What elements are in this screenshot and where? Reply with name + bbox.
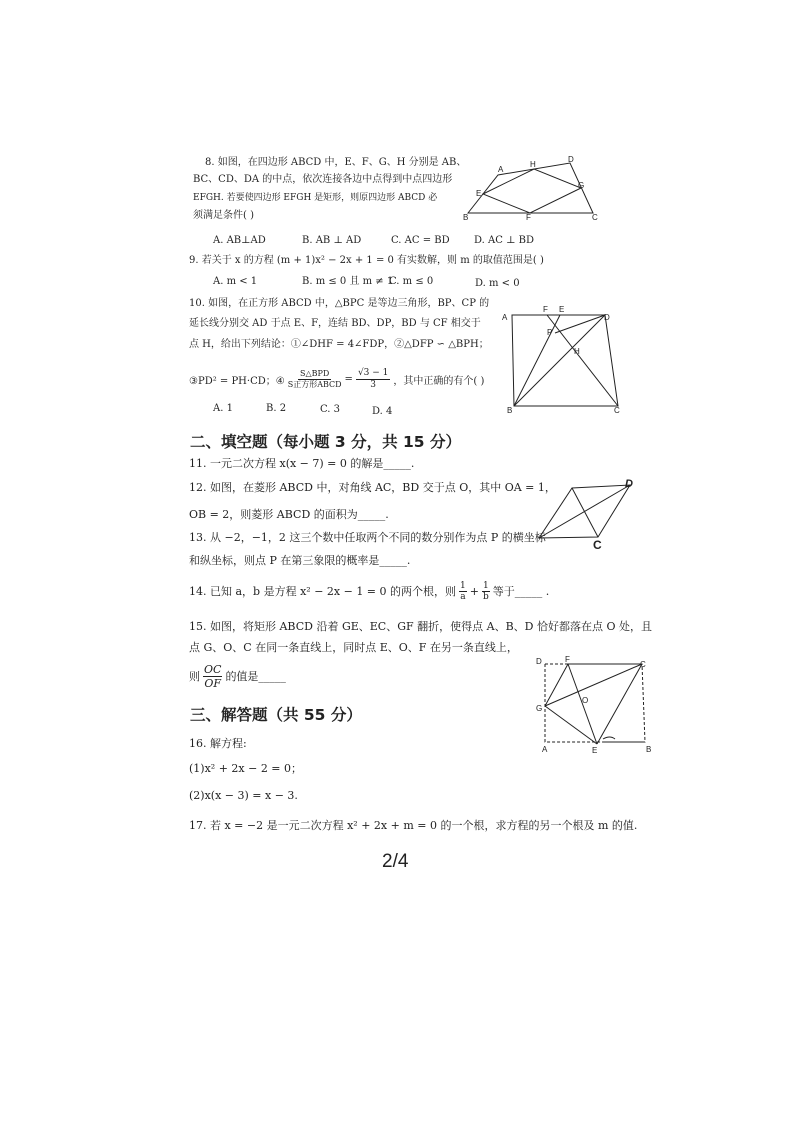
q15-fold-ec [597,664,642,744]
q8-label-h: H [530,160,536,169]
q15-label-g: G [536,704,543,713]
q10-label-b: B [507,406,513,415]
q12-line1: 12. 如图，在菱形 ABCD 中，对角线 AC，BD 交于点 O，其中 OA = 1， [189,481,556,494]
q14-text-end: 等于_____ . [492,585,550,598]
q8-option-d: D. AC ⊥ BD [474,235,535,246]
q14-fraction-2-den: b [482,591,489,602]
q12-label-d: D [625,478,633,490]
q10-segment-bd [514,315,605,406]
q13-line1: 13. 从 −2，−1，2 这三个数中任取两个不同的数分别作为点 P 的横坐标 [189,531,546,544]
q9-line1: 9. 若关于 x 的方程 (m + 1)x² − 2x + 1 = 0 有实数解，则 m 的取值范围是( ) [189,255,544,266]
q10-line3: 点 H，给出下列结论：①∠DHF = 4∠FDP，②△DFP ∽ △BPH； [189,339,489,350]
q15-arc-mark [603,737,615,739]
q8-label-g: G [578,181,585,190]
q9-option-b: B. m ≤ 0 且 m ≠ 1 [302,276,394,287]
q12-rhombus-figure [535,475,645,550]
q14-plus: + [469,584,479,598]
q10-area-fraction [288,369,342,390]
q15-line1: 15. 如图，将矩形 ABCD 沿着 GE、EC、GF 翻折，使得点 A、B、D 恰好都落在点 O 处，且 [189,620,652,633]
q10-area-denominator: S正方形ABCD [287,379,342,389]
q16-title: 16. 解方程: [189,737,247,750]
q15-label-a: A [542,745,548,754]
q10-label-c: C [614,406,620,415]
q17-text: 17. 若 x = −2 是一元二次方程 x² + 2x + m = 0 的一个根，求方程的另一个根及 m 的值. [189,819,638,832]
q8-line4: 须满足条件( ) [193,210,254,221]
q14-fraction-2-num: 1 [482,580,489,591]
q15-line2: 点 G、O、C 在同一条直线上，同时点 E、O、F 在另一条直线上， [189,641,518,654]
q8-option-a: A. AB⊥AD [213,235,266,246]
q15-rectangle-figure [535,655,660,755]
q15-label-b: B [646,745,652,754]
q8-line1: 8. 如图，在四边形 ABCD 中，E、F、G、H 分别是 AB、 [205,157,467,168]
q14-fraction-1-num: 1 [460,580,466,591]
q10-equals: = [344,373,353,385]
q10-label-d: D [604,313,610,322]
q8-line3: EFGH. 若要使四边形 EFGH 是矩形，则原四边形 ABCD 必 [193,193,438,203]
q15-fold-ge [545,706,597,744]
q10-label-p: P [547,328,553,337]
q11-text: 11. 一元二次方程 x(x − 7) = 0 的解是_____. [189,457,415,470]
q15-fraction [203,663,222,690]
q10-line2: 延长线分别交 AD 于点 E、F，连结 BD、DP，BD 与 CF 相交于 [189,318,481,329]
q10-label-h: H [574,347,580,356]
q8-label-f: F [526,213,531,222]
q14-line [189,576,549,606]
q8-label-e: E [476,189,482,198]
q12-diagonal-ac [572,488,598,537]
q15-label-f: F [565,655,570,664]
q15-fold-gf [545,664,568,706]
q8-label-a: A [498,165,504,174]
q8-line2: BC、CD、DA 的中点，依次连接各边中点得到中点四边形 [193,174,453,185]
q10-square-figure [500,303,630,418]
q15-line-goc [545,664,642,706]
q9-option-d: D. m < 0 [475,278,520,289]
q15-label-o: O [582,696,589,705]
q15-rectangle-abcd [545,664,645,742]
q10-value-fraction [356,368,390,391]
q10-line4-start: ③PD² = PH·CD；④ [189,375,285,387]
q8-option-c: C. AC = BD [391,235,450,246]
q8-option-b: B. AB ⊥ AD [302,235,362,246]
q9-option-a: A. m < 1 [213,276,258,287]
q14-fraction-2 [482,581,490,602]
q15-label-c: C [640,660,646,669]
page-number: 2/4 [382,851,409,872]
q14-text-start: 14. 已知 a，b 是方程 x² − 2x − 1 = 0 的两个根，则 [189,585,457,598]
q15-text-end: 的值是_____ [225,670,286,683]
q10-segment-be [514,315,560,406]
q10-option-c: C. 3 [320,404,341,415]
section-solve-title: 三、解答题（共 55 分） [190,706,362,724]
q10-area-numerator: S△BPD [299,368,330,378]
q8-quadrilateral-figure [460,155,605,223]
q8-label-b: B [463,213,469,222]
q10-line4 [189,362,484,396]
q13-line2: 和纵坐标，则点 P 在第三象限的概率是_____. [189,554,411,567]
q15-line3 [189,660,286,692]
q15-label-d: D [536,657,542,666]
q10-value-numerator: √3 − 1 [357,367,389,378]
q15-text-start: 则 [189,670,200,683]
q16-part-2: (2)x(x − 3) = x − 3. [189,789,298,802]
q15-fraction-den: OF [204,676,222,690]
q10-line1: 10. 如图，在正方形 ABCD 中，△BPC 是等边三角形，BP、CP 的 [189,298,490,309]
q10-line4-end: ，其中正确的有个( ) [393,375,485,387]
q14-fraction-1 [459,581,467,602]
q10-segment-pd [555,315,605,333]
q10-label-a: A [502,313,508,322]
q10-option-b: B. 2 [266,403,287,414]
q15-fraction-num: OC [204,662,222,676]
q9-option-c: C. m ≤ 0 [389,276,434,287]
q10-label-e: E [559,305,565,314]
q16-part-1: (1)x² + 2x − 2 = 0； [189,762,303,775]
q8-label-c: C [592,213,598,222]
q10-value-denominator: 3 [370,379,377,390]
q10-label-f: F [543,305,548,314]
q8-label-d: D [568,155,574,164]
q15-label-e: E [592,746,598,755]
section-fill-in-title: 二、填空题（每小题 3 分，共 15 分） [190,433,461,451]
q12-line2: OB = 2，则菱形 ABCD 的面积为_____. [189,508,389,521]
q10-option-a: A. 1 [213,403,233,414]
q12-label-c: C [593,538,602,552]
q14-fraction-1-den: a [460,591,466,602]
q10-option-d: D. 4 [372,406,393,417]
